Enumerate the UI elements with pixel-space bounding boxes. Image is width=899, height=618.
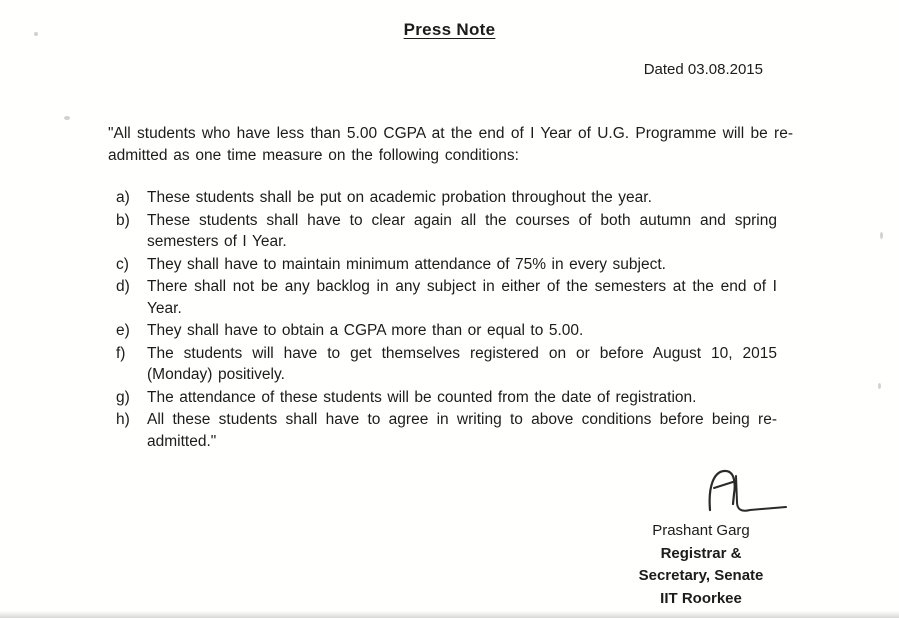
condition-label: b) bbox=[116, 211, 130, 229]
date-line: Dated 03.08.2015 bbox=[643, 61, 763, 78]
condition-text: The attendance of these students will be counted from the date of registration. bbox=[147, 388, 697, 406]
conditions-list bbox=[116, 187, 777, 452]
condition-item-a bbox=[116, 187, 777, 209]
handwritten-signature-icon bbox=[696, 464, 792, 518]
condition-label: h) bbox=[116, 411, 130, 428]
scan-artifact bbox=[878, 383, 881, 389]
condition-text: These students shall be put on academic probation throughout the year. bbox=[147, 189, 652, 206]
condition-label: a) bbox=[116, 189, 130, 206]
condition-label: d) bbox=[116, 278, 130, 295]
condition-item-b bbox=[116, 210, 777, 253]
scan-artifact bbox=[64, 116, 70, 120]
intro-paragraph: "All students who have less than 5.00 CGPA at the end of I Year of U.G. Programme will be re-admitted as one time measure on the following conditions: bbox=[108, 125, 793, 164]
signatory-role-registrar: Registrar & bbox=[660, 544, 742, 562]
press-note-document bbox=[0, 20, 899, 618]
condition-text: They shall have to maintain minimum attendance of 75% in every subject. bbox=[147, 255, 666, 273]
condition-item-e bbox=[116, 320, 777, 342]
scan-edge-shadow bbox=[0, 611, 899, 618]
condition-label: e) bbox=[116, 322, 130, 339]
condition-item-g bbox=[116, 387, 777, 409]
signatory-institute: IIT Roorkee bbox=[660, 589, 742, 607]
condition-item-h bbox=[116, 409, 777, 452]
condition-text: These students shall have to clear again all the courses of both autumn and spring semesters of I Year. bbox=[147, 211, 777, 250]
condition-text: All these students shall have to agree in writing to above conditions before being re-admitted." bbox=[147, 411, 777, 450]
scan-artifact bbox=[34, 32, 38, 36]
condition-label: f) bbox=[116, 344, 126, 362]
condition-item-d bbox=[116, 276, 777, 319]
signatory-role-secretary: Secretary, Senate bbox=[638, 567, 764, 584]
condition-text: There shall not be any backlog in any subject in either of the semesters at the end of I Year. bbox=[147, 278, 777, 317]
condition-text: The students will have to get themselves registered on or before August 10, 2015 (Monday) positively. bbox=[147, 344, 777, 383]
signatory-name: Prashant Garg bbox=[652, 522, 750, 539]
condition-item-f bbox=[116, 343, 777, 386]
condition-text: They shall have to obtain a CGPA more than or equal to 5.00. bbox=[147, 322, 584, 339]
condition-label: g) bbox=[116, 388, 130, 406]
signature-block bbox=[612, 464, 790, 610]
condition-item-c bbox=[116, 254, 777, 276]
condition-label: c) bbox=[116, 255, 129, 273]
scan-artifact bbox=[880, 232, 883, 239]
press-note-title: Press Note bbox=[403, 20, 496, 39]
